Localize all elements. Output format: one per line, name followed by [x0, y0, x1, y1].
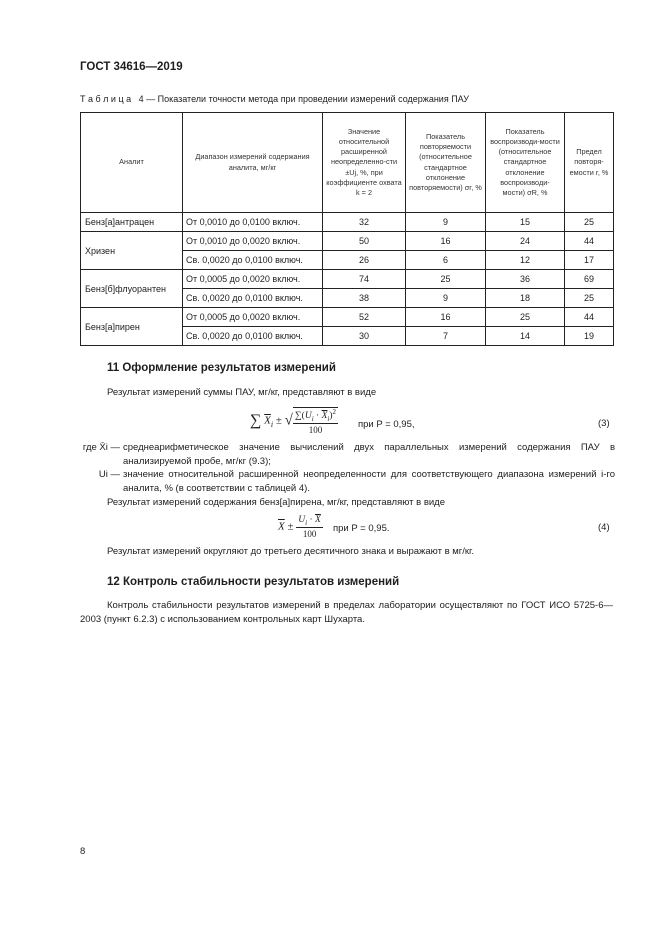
table-caption-label: Т а б л и ц а 4: [80, 94, 144, 104]
cell-range: От 0,0010 до 0,0100 включ.: [183, 213, 323, 232]
definition-text: среднеарифметическое значение вычислений двух параллельных измерений содержания ПАУ в анализируемой пробе, мг/кг (9.3);: [123, 442, 615, 467]
formula-3-condition: при P = 0,95,: [358, 419, 415, 430]
header-uncertainty: Значение относительной расширенной неопределенно-сти ±Uj, %, при коэффициенте охвата k = 2: [323, 113, 406, 213]
cell-repeatability: 16: [406, 232, 486, 251]
cell-reproducibility: 18: [486, 289, 565, 308]
cell-uncertainty: 74: [323, 270, 406, 289]
cell-reproducibility: 12: [486, 251, 565, 270]
table-header-row: [81, 113, 614, 213]
cell-repeatability: 9: [406, 289, 486, 308]
definition-row: [80, 468, 615, 495]
cell-range: Св. 0,0020 до 0,0100 включ.: [183, 327, 323, 346]
section-11-intro: Результат измерений суммы ПАУ, мг/кг, представляют в виде: [107, 387, 377, 398]
cell-uncertainty: 26: [323, 251, 406, 270]
table-row: [81, 213, 614, 232]
cell-repeatability: 16: [406, 308, 486, 327]
definitions: [80, 441, 615, 495]
cell-reproducibility: 24: [486, 232, 565, 251]
header-repeatability-limit: Предел повторя-емости r, %: [565, 113, 614, 213]
table-row: [81, 308, 614, 327]
definition-text: значение относительной расширенной неопределенности для соответствующего диапазона измерений i-го аналита, % (в соответствии с таблицей 4).: [123, 469, 615, 494]
cell-reproducibility: 14: [486, 327, 565, 346]
header-analyte: Аналит: [81, 113, 183, 213]
table-caption: [80, 94, 469, 104]
formula-3: ∑ $\overline{X}_i$ ± √ $\frac{\sum(U_i \cdot \overline{X}_i)^2}{100}$: [250, 408, 337, 436]
formula-4: $\overline{X}$ ± $\frac{U_i \cdot \overline{X}}{100}$: [278, 515, 321, 539]
definition-term: Ui —: [98, 469, 120, 480]
cell-range: От 0,0005 до 0,0020 включ.: [183, 270, 323, 289]
cell-range: Св. 0,0020 до 0,0100 включ.: [183, 289, 323, 308]
formula-3-number: (3): [598, 418, 610, 429]
cell-uncertainty: 52: [323, 308, 406, 327]
cell-analyte: Бенз[а]пирен: [81, 308, 183, 346]
header-reproducibility: Показатель воспроизводи-мости (относительное стандартное отклонение воспроизводи-мости) σR, %: [486, 113, 565, 213]
table-caption-text: — Показатели точности метода при проведении измерений содержания ПАУ: [143, 94, 469, 104]
formula-4-condition: при P = 0,95.: [333, 523, 390, 534]
header-repeatability: Показатель повторяемости (относительное стандартное отклонение повторяемости) σr, %: [406, 113, 486, 213]
cell-limit: 25: [565, 213, 614, 232]
document-code: ГОСТ 34616—2019: [80, 61, 183, 73]
cell-reproducibility: 25: [486, 308, 565, 327]
definition-row: [80, 441, 615, 468]
cell-analyte: Бенз[а]антрацен: [81, 213, 183, 232]
cell-uncertainty: 30: [323, 327, 406, 346]
cell-limit: 44: [565, 308, 614, 327]
cell-repeatability: 25: [406, 270, 486, 289]
table-row: [81, 232, 614, 251]
header-range: Диапазон измерений содержания аналита, мг/кг: [183, 113, 323, 213]
cell-repeatability: 6: [406, 251, 486, 270]
definition-term: где X̄i —: [82, 442, 120, 453]
section-11-heading: 11 Оформление результатов измерений: [107, 362, 336, 374]
bap-intro: Результат измерений содержания бенз[а]пирена, мг/кг, представляют в виде: [107, 497, 446, 508]
cell-limit: 25: [565, 289, 614, 308]
cell-analyte: Хризен: [81, 232, 183, 270]
cell-reproducibility: 36: [486, 270, 565, 289]
cell-limit: 17: [565, 251, 614, 270]
cell-limit: 19: [565, 327, 614, 346]
cell-reproducibility: 15: [486, 213, 565, 232]
rounding-text: Результат измерений округляют до третьего десятичного знака и выражают в мг/кг.: [107, 546, 475, 557]
cell-limit: 69: [565, 270, 614, 289]
formula-4-number: (4): [598, 522, 610, 533]
cell-uncertainty: 50: [323, 232, 406, 251]
cell-uncertainty: 38: [323, 289, 406, 308]
cell-repeatability: 7: [406, 327, 486, 346]
cell-uncertainty: 32: [323, 213, 406, 232]
accuracy-table: [80, 112, 614, 346]
table-row: [81, 270, 614, 289]
section-12-text: Контроль стабильности результатов измерений в пределах лаборатории осуществляют по ГОСТ ИСО 5725-6—2003 (пункт 6.2.3) с использованием контрольных карт Шухарта.: [80, 600, 613, 625]
cell-range: От 0,0005 до 0,0020 включ.: [183, 308, 323, 327]
cell-range: От 0,0010 до 0,0020 включ.: [183, 232, 323, 251]
cell-limit: 44: [565, 232, 614, 251]
section-12-heading: 12 Контроль стабильности результатов измерений: [107, 576, 400, 588]
cell-range: Св. 0,0020 до 0,0100 включ.: [183, 251, 323, 270]
cell-repeatability: 9: [406, 213, 486, 232]
page-number: 8: [80, 846, 86, 857]
cell-analyte: Бенз[б]флуорантен: [81, 270, 183, 308]
